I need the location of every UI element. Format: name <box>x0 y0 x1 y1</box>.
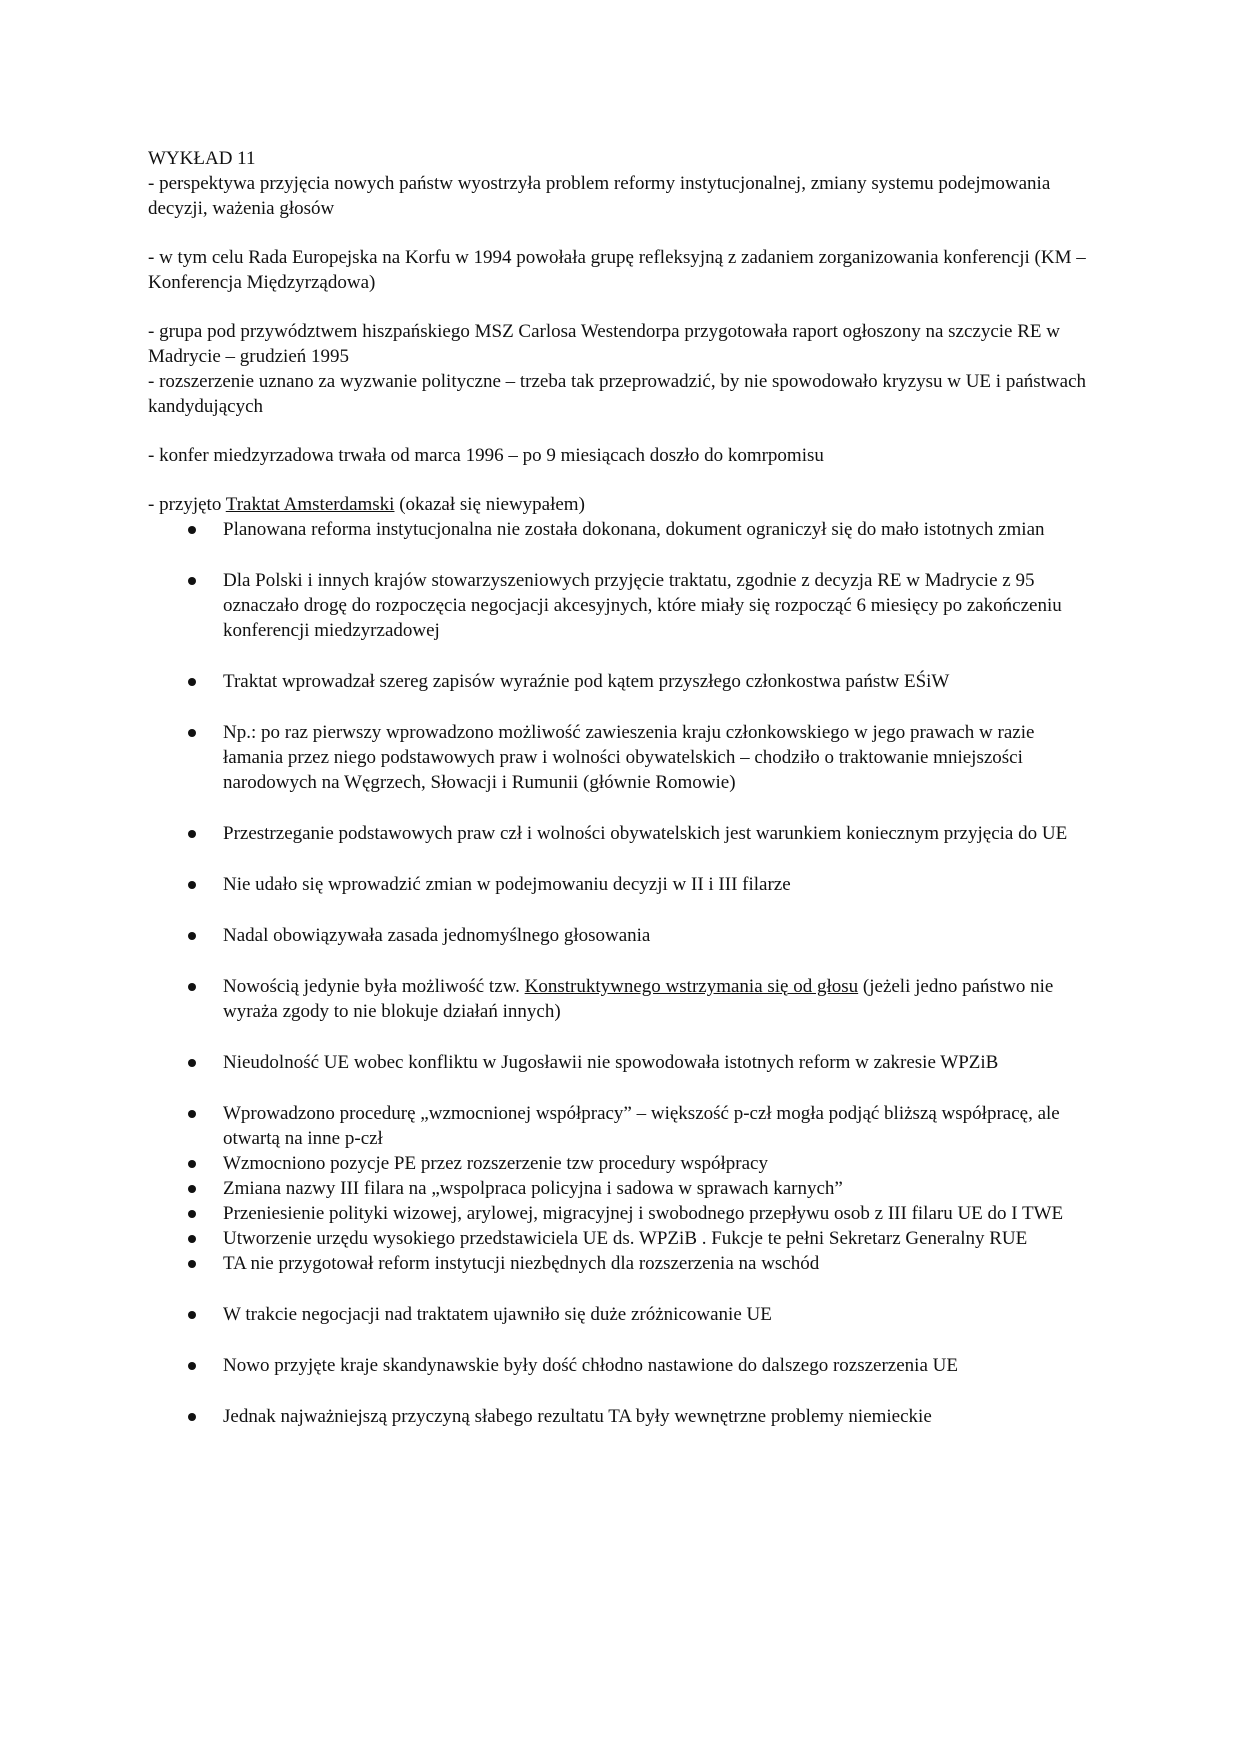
list-item-text: Nowością jedynie była możliwość tzw. <box>223 976 525 997</box>
list-item-text: Traktat wprowadzał szereg zapisów wyraźnie pod kątem przyszłego członkostwa państw EŚiW <box>223 671 950 692</box>
bullet-icon <box>188 1059 196 1067</box>
bullet-icon <box>188 1235 196 1243</box>
traktat-amsterdamski-link[interactable]: Traktat Amsterdamski <box>225 494 395 515</box>
list-item <box>148 974 1098 1024</box>
list-item <box>148 1226 1098 1251</box>
bullet-icon <box>188 729 196 737</box>
list-item <box>148 1176 1098 1201</box>
list-item-text: Wzmocniono pozycje PE przez rozszerzenie tzw procedury współpracy <box>223 1153 768 1174</box>
list-item-text: (jeżeli jedno państwo nie wyraża zgody to nie blokuje działań innych) <box>223 976 1054 1022</box>
list-item <box>148 517 1098 542</box>
list-item-text: W trakcie negocjacji nad traktatem ujawniło się duże zróżnicowanie UE <box>223 1304 772 1325</box>
bullet-list <box>148 517 1098 1429</box>
list-item-text: Nadal obowiązywała zasada jednomyślnego głosowania <box>223 925 651 946</box>
paragraph <box>148 492 1098 517</box>
bullet-icon <box>188 830 196 838</box>
list-item-text: Nowo przyjęte kraje skandynawskie były dość chłodno nastawione do dalszego rozszerzenia UE <box>223 1355 958 1376</box>
bullet-icon <box>188 1185 196 1193</box>
bullet-icon <box>188 1160 196 1168</box>
list-item <box>148 669 1098 694</box>
list-item <box>148 1050 1098 1075</box>
list-item-text: Planowana reforma instytucjonalna nie została dokonana, dokument ograniczył się do mało istotnych zmian <box>223 519 1045 540</box>
blank-line <box>148 419 1098 443</box>
lecture-title: WYKŁAD 11 <box>148 148 256 169</box>
document-body <box>148 146 1098 1429</box>
list-item-text: Wprowadzono procedurę „wzmocnionej współpracy” – większość p-czł mogła podjąć bliższą współpracę, ale otwartą na inne p-czł <box>223 1103 1060 1149</box>
blank-line <box>148 295 1098 319</box>
bullet-icon <box>188 1110 196 1118</box>
paragraph-text: (okazał się niewypałem) <box>394 494 585 515</box>
bullet-icon <box>188 932 196 940</box>
list-item <box>148 720 1098 795</box>
list-item <box>148 1404 1098 1429</box>
bullet-icon <box>188 1311 196 1319</box>
list-item-text: Dla Polski i innych krajów stowarzyszeniowych przyjęcie traktatu, zgodnie z decyzja RE w Madrycie z 95 oznaczało drogę do rozpoczęcia negocjacji akcesyjnych, które miały się rozpocząć 6 miesięcy po zakończeniu konferencji miedzyrzadowej <box>223 570 1062 641</box>
list-item <box>148 923 1098 948</box>
list-item <box>148 568 1098 643</box>
bullet-icon <box>188 1210 196 1218</box>
list-item <box>148 1151 1098 1176</box>
list-item-text: Utworzenie urzędu wysokiego przedstawiciela UE ds. WPZiB . Fukcje te pełni Sekretarz Generalny RUE <box>223 1228 1028 1249</box>
list-item-text: TA nie przygotował reform instytucji niezbędnych dla rozszerzenia na wschód <box>223 1253 820 1274</box>
bullet-icon <box>188 526 196 534</box>
list-item <box>148 1201 1098 1226</box>
blank-line <box>148 221 1098 245</box>
bullet-icon <box>188 1362 196 1370</box>
paragraph: - perspektywa przyjęcia nowych państw wyostrzyła problem reformy instytucjonalnej, zmiany systemu podejmowania decyzji, ważenia głosów <box>148 173 1051 219</box>
paragraph: - w tym celu Rada Europejska na Korfu w 1994 powołała grupę refleksyjną z zadaniem zorganizowania konferencji (KM – Konferencja Międzyrządowa) <box>148 247 1086 293</box>
list-item-text: Np.: po raz pierwszy wprowadzono możliwość zawieszenia kraju członkowskiego w jego prawach w razie łamania przez niego podstawowych praw i wolności obywatelskich – chodziło o traktowanie mniejszości narodowych na Węgrzech, Słowacji i Rumunii (głównie Romowie) <box>223 722 1035 793</box>
list-item <box>148 1302 1098 1327</box>
list-item <box>148 872 1098 897</box>
list-item-text: Jednak najważniejszą przyczyną słabego rezultatu TA były wewnętrzne problemy niemieckie <box>223 1406 932 1427</box>
blank-line <box>148 468 1098 492</box>
bullet-icon <box>188 678 196 686</box>
bullet-icon <box>188 881 196 889</box>
bullet-icon <box>188 983 196 991</box>
list-item-text: Przestrzeganie podstawowych praw czł i wolności obywatelskich jest warunkiem koniecznym przyjęcia do UE <box>223 823 1068 844</box>
list-item-text: Nieudolność UE wobec konfliktu w Jugosławii nie spowodowała istotnych reform w zakresie WPZiB <box>223 1052 999 1073</box>
paragraph: - konfer miedzyrzadowa trwała od marca 1996 – po 9 miesiącach doszło do komrpomisu <box>148 445 824 466</box>
list-item <box>148 1101 1098 1151</box>
list-item-text: Nie udało się wprowadzić zmian w podejmowaniu decyzji w II i III filarze <box>223 874 791 895</box>
list-item <box>148 1353 1098 1378</box>
list-item <box>148 1251 1098 1276</box>
paragraph: - rozszerzenie uznano za wyzwanie polityczne – trzeba tak przeprowadzić, by nie spowodowało kryzysu w UE i państwach kandydujących <box>148 371 1087 417</box>
bullet-icon <box>188 1413 196 1421</box>
list-item-text: Przeniesienie polityki wizowej, arylowej, migracyjnej i swobodnego przepływu osob z III filaru UE do I TWE <box>223 1203 1064 1224</box>
bullet-icon <box>188 577 196 585</box>
list-item <box>148 821 1098 846</box>
paragraph: - grupa pod przywództwem hiszpańskiego MSZ Carlosa Westendorpa przygotowała raport ogłoszony na szczycie RE w Madrycie – grudzień 1995 <box>148 321 1060 367</box>
konstruktywne-wstrzymanie-link[interactable]: Konstruktywnego wstrzymania się od głosu <box>524 976 859 997</box>
list-item-text: Zmiana nazwy III filara na „wspolpraca policyjna i sadowa w sprawach karnych” <box>223 1178 843 1199</box>
paragraph-text: - przyjęto <box>148 494 226 515</box>
bullet-icon <box>188 1260 196 1268</box>
